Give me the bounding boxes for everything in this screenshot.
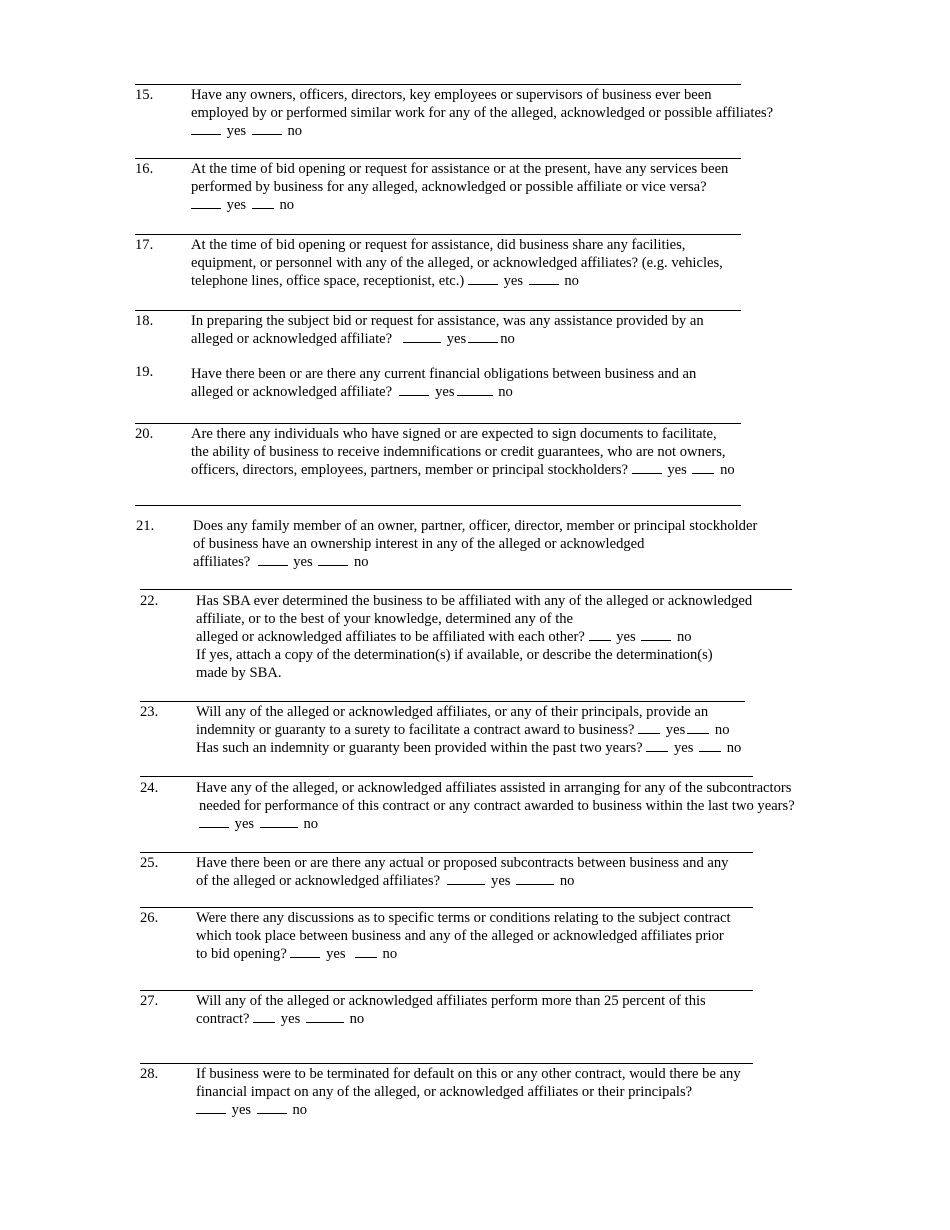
- no-label: no: [382, 946, 398, 962]
- question-text: needed for performance of this contract or any contract awarded to business within the last two years?: [199, 798, 795, 814]
- no-label: no: [726, 740, 742, 756]
- yes-answer-blank[interactable]: [258, 553, 288, 566]
- question-number: 20.: [135, 426, 154, 442]
- yes-answer-blank[interactable]: [191, 196, 221, 209]
- question-18: [191, 312, 704, 348]
- no-answer-blank[interactable]: [318, 553, 348, 566]
- yes-label: yes: [326, 946, 346, 962]
- no-label: no: [354, 554, 369, 570]
- divider: [135, 505, 741, 506]
- question-number: 18.: [135, 313, 154, 329]
- question-text: the ability of business to receive indemnifications or credit guarantees, who are not owners,: [191, 444, 726, 460]
- question-text: Will any of the alleged or acknowledged affiliates, or any of their principals, provide an: [196, 704, 709, 720]
- question-number: 15.: [135, 87, 154, 103]
- no-label: no: [498, 384, 513, 400]
- no-label: no: [279, 197, 295, 213]
- divider: [140, 701, 745, 702]
- question-text: If business were to be terminated for default on this or any other contract, would there be any: [196, 1066, 741, 1082]
- question-number: 23.: [140, 704, 159, 720]
- question-text: Were there any discussions as to specific terms or conditions relating to the subject contract: [196, 910, 731, 926]
- no-answer-blank[interactable]: [641, 628, 671, 641]
- no-answer-blank[interactable]: [699, 739, 721, 752]
- no-answer-blank[interactable]: [457, 383, 493, 396]
- question-number: 17.: [135, 237, 154, 253]
- no-label: no: [303, 816, 319, 832]
- no-label: no: [559, 873, 575, 889]
- yes-answer-blank[interactable]: [468, 272, 498, 285]
- yes-answer-blank[interactable]: [196, 1101, 226, 1114]
- yes-answer-blank[interactable]: [399, 383, 429, 396]
- yes-label: yes: [226, 123, 247, 139]
- yes-label: yes: [503, 273, 524, 289]
- question-text: alleged or acknowledged affiliate?: [191, 384, 393, 400]
- question-number: 28.: [140, 1066, 159, 1082]
- divider: [140, 776, 753, 777]
- question-text: performed by business for any alleged, acknowledged or possible affiliate or vice versa?: [191, 179, 707, 195]
- question-text: Has SBA ever determined the business to be affiliated with any of the alleged or acknowledged: [196, 593, 753, 609]
- divider: [135, 310, 741, 311]
- yes-label: yes: [616, 629, 636, 645]
- question-text: Has such an indemnity or guaranty been provided within the past two years?: [196, 740, 643, 756]
- question-27: [196, 992, 706, 1028]
- no-label: no: [564, 273, 579, 289]
- no-label: no: [714, 722, 730, 738]
- yes-answer-blank[interactable]: [191, 122, 221, 135]
- yes-answer-blank[interactable]: [632, 461, 662, 474]
- question-text: Are there any individuals who have signed or are expected to sign documents to facilitate,: [191, 426, 717, 442]
- question-text: affiliates?: [193, 554, 251, 570]
- yes-answer-blank[interactable]: [589, 628, 611, 641]
- no-answer-blank[interactable]: [529, 272, 559, 285]
- question-text: of business have an ownership interest in any of the alleged or acknowledged: [193, 536, 645, 552]
- question-19: [191, 365, 696, 401]
- question-text: equipment, or personnel with any of the alleged, or acknowledged affiliates? (e.g. vehicles,: [191, 255, 723, 271]
- question-number: 27.: [140, 993, 159, 1009]
- no-label: no: [720, 462, 735, 478]
- question-number: 26.: [140, 910, 159, 926]
- question-text: employed by or performed similar work for any of the alleged, acknowledged or possible affiliates?: [191, 105, 774, 121]
- question-number: 24.: [140, 780, 159, 796]
- no-answer-blank[interactable]: [260, 815, 298, 828]
- no-answer-blank[interactable]: [355, 945, 377, 958]
- yes-label: yes: [665, 722, 686, 738]
- no-label: no: [676, 629, 692, 645]
- question-25: [196, 854, 728, 890]
- question-number: 22.: [140, 593, 159, 609]
- question-number: 21.: [136, 518, 155, 534]
- question-text: which took place between business and any of the alleged or acknowledged affiliates prior: [196, 928, 724, 944]
- question-text: to bid opening?: [196, 946, 287, 962]
- yes-answer-blank[interactable]: [199, 815, 229, 828]
- no-answer-blank[interactable]: [687, 721, 709, 734]
- yes-label: yes: [446, 331, 467, 347]
- question-text: Have there been or are there any current financial obligations between business and an: [191, 366, 697, 382]
- question-text: Does any family member of an owner, partner, officer, director, member or principal stockholder: [193, 518, 758, 534]
- yes-answer-blank[interactable]: [638, 721, 660, 734]
- divider: [135, 84, 741, 85]
- question-text: telephone lines, office space, receptionist, etc.): [191, 273, 465, 289]
- no-label: no: [349, 1011, 365, 1027]
- question-text: At the time of bid opening or request for assistance, did business share any facilities,: [191, 237, 686, 253]
- question-20: [191, 425, 737, 479]
- question-number: 19.: [135, 364, 154, 380]
- question-text: In preparing the subject bid or request for assistance, was any assistance provided by an: [191, 313, 704, 329]
- yes-label: yes: [231, 1102, 252, 1118]
- question-text: Have there been or are there any actual or proposed subcontracts between business and any: [196, 855, 729, 871]
- yes-label: yes: [435, 384, 455, 400]
- question-text: At the time of bid opening or request for assistance or at the present, have any services been: [191, 161, 729, 177]
- no-answer-blank[interactable]: [516, 872, 554, 885]
- question-text: contract?: [196, 1011, 250, 1027]
- yes-label: yes: [293, 554, 313, 570]
- yes-label: yes: [226, 197, 247, 213]
- divider: [135, 234, 741, 235]
- yes-answer-blank[interactable]: [290, 945, 320, 958]
- question-text: Will any of the alleged or acknowledged affiliates perform more than 25 percent of this: [196, 993, 706, 1009]
- question-26: [196, 909, 731, 963]
- question-text: made by SBA.: [196, 665, 282, 681]
- no-label: no: [287, 123, 303, 139]
- question-28: [196, 1065, 741, 1119]
- yes-label: yes: [491, 873, 511, 889]
- yes-label: yes: [280, 1011, 301, 1027]
- yes-label: yes: [234, 816, 255, 832]
- no-answer-blank[interactable]: [468, 330, 498, 343]
- divider: [135, 423, 741, 424]
- no-answer-blank[interactable]: [252, 196, 274, 209]
- question-21: [193, 517, 757, 571]
- question-text: Have any of the alleged, or acknowledged affiliates assisted in arranging for any of the subcontractors: [196, 780, 792, 796]
- question-text: financial impact on any of the alleged, or acknowledged affiliates or their principals?: [196, 1084, 693, 1100]
- question-22: [196, 592, 752, 682]
- question-text: officers, directors, employees, partners, member or principal stockholders?: [191, 462, 628, 478]
- no-answer-blank[interactable]: [252, 122, 282, 135]
- no-label: no: [292, 1102, 308, 1118]
- yes-answer-blank[interactable]: [447, 872, 485, 885]
- no-label: no: [500, 331, 515, 347]
- question-text: affiliate, or to the best of your knowledge, determined any of the: [196, 611, 574, 627]
- divider: [140, 589, 792, 590]
- divider: [140, 1063, 753, 1064]
- question-text: indemnity or guaranty to a surety to facilitate a contract award to business?: [196, 722, 635, 738]
- divider: [140, 907, 753, 908]
- yes-label: yes: [667, 462, 687, 478]
- no-answer-blank[interactable]: [257, 1101, 287, 1114]
- no-answer-blank[interactable]: [692, 461, 714, 474]
- question-text: alleged or acknowledged affiliates to be affiliated with each other?: [196, 629, 585, 645]
- yes-answer-blank[interactable]: [646, 739, 668, 752]
- yes-answer-blank[interactable]: [403, 330, 441, 343]
- yes-label: yes: [673, 740, 694, 756]
- question-text: Have any owners, officers, directors, key employees or supervisors of business ever been: [191, 87, 712, 103]
- yes-answer-blank[interactable]: [253, 1010, 275, 1023]
- question-16: [191, 160, 728, 214]
- question-number: 25.: [140, 855, 159, 871]
- question-23: [196, 703, 743, 757]
- divider: [140, 990, 753, 991]
- divider: [135, 158, 741, 159]
- question-number: 16.: [135, 161, 154, 177]
- question-text: alleged or acknowledged affiliate?: [191, 331, 393, 347]
- no-answer-blank[interactable]: [306, 1010, 344, 1023]
- question-text: of the alleged or acknowledged affiliates?: [196, 873, 441, 889]
- divider: [140, 852, 753, 853]
- question-17: [191, 236, 723, 290]
- question-15: [191, 86, 773, 140]
- question-text: If yes, attach a copy of the determination(s) if available, or describe the determination(s): [196, 647, 713, 663]
- question-24: [196, 779, 795, 833]
